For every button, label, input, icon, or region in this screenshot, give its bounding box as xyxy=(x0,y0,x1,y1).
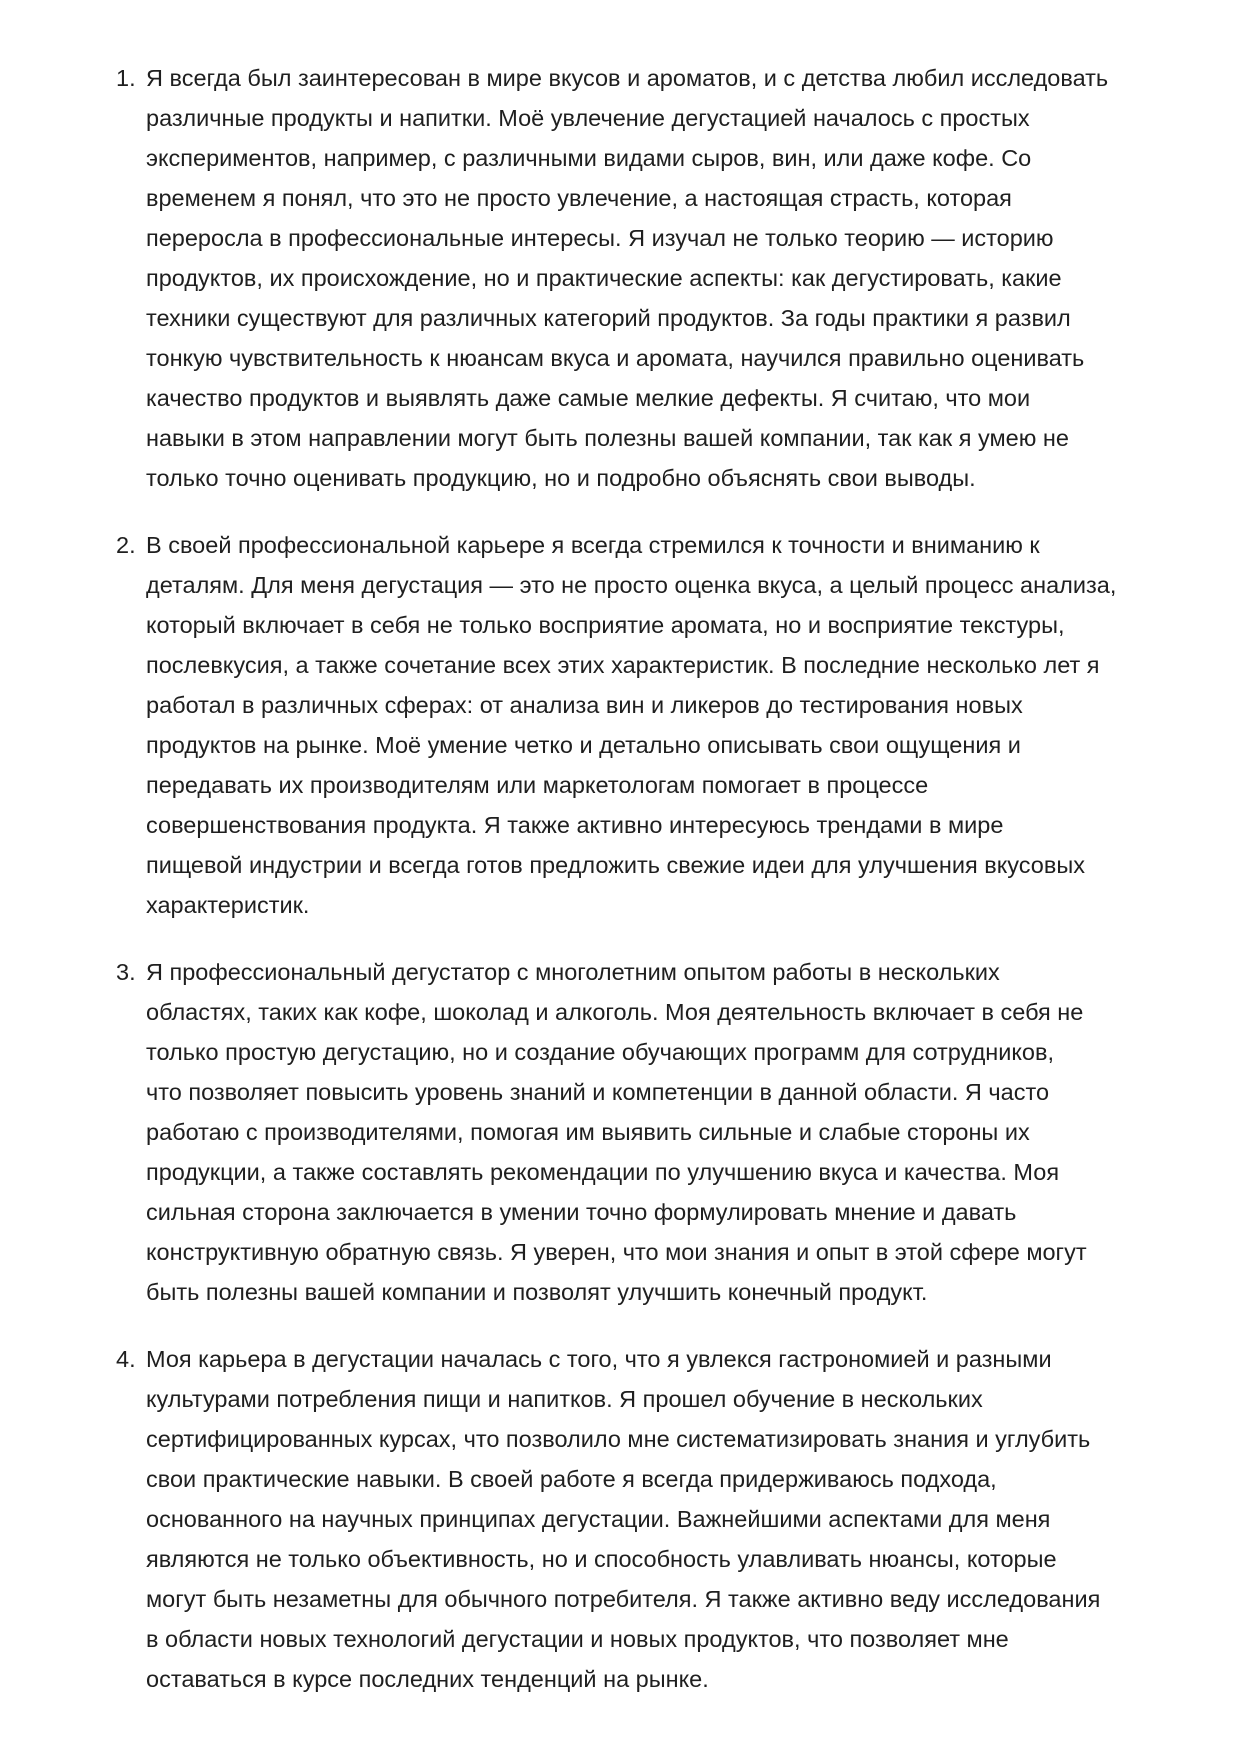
text-line: деталям. Для меня дегустация — это не просто оценка вкуса, а целый процесс анализа, xyxy=(146,572,1117,598)
list-item-text xyxy=(146,952,1166,1312)
text-line: быть полезны вашей компании и позволят улучшить конечный продукт. xyxy=(146,1279,928,1305)
list-item-number: 2. xyxy=(116,532,136,558)
list-item xyxy=(0,525,1239,925)
document-page xyxy=(0,58,1239,1726)
text-line: что позволяет повысить уровень знаний и компетенции в данной области. Я часто xyxy=(146,1079,1050,1105)
text-line: навыки в этом направлении могут быть полезны вашей компании, так как я умею не xyxy=(146,425,1069,451)
text-line: послевкусия, а также сочетание всех этих характеристик. В последние несколько лет я xyxy=(146,652,1100,678)
text-line: передавать их производителям или маркетологам помогает в процессе xyxy=(146,772,929,798)
text-line: продуктов, их происхождение, но и практические аспекты: как дегустировать, какие xyxy=(146,265,1062,291)
text-line: продуктов на рынке. Моё умение четко и детально описывать свои ощущения и xyxy=(146,732,1021,758)
list-item-number: 1. xyxy=(116,65,136,91)
text-line: только точно оценивать продукцию, но и подробно объяснять свои выводы. xyxy=(146,465,976,491)
text-line: свои практические навыки. В своей работе я всегда придерживаюсь подхода, xyxy=(146,1466,997,1492)
text-line: оставаться в курсе последних тенденций на рынке. xyxy=(146,1666,709,1692)
list-item-number: 3. xyxy=(116,959,136,985)
text-line: областях, таких как кофе, шоколад и алкоголь. Моя деятельность включает в себя не xyxy=(146,999,1084,1025)
list-item xyxy=(0,1339,1239,1699)
text-line: В своей профессиональной карьере я всегда стремился к точности и вниманию к xyxy=(146,532,1040,558)
text-line: Моя карьера в дегустации началась с того, что я увлекся гастрономией и разными xyxy=(146,1346,1052,1372)
text-line: только простую дегустацию, но и создание обучающих программ для сотрудников, xyxy=(146,1039,1055,1065)
list-item-number: 4. xyxy=(116,1346,136,1372)
text-line: конструктивную обратную связь. Я уверен, что мои знания и опыт в этой сфере могут xyxy=(146,1239,1087,1265)
text-line: Я профессиональный дегустатор с многолетним опытом работы в нескольких xyxy=(146,959,1000,985)
text-line: пищевой индустрии и всегда готов предложить свежие идеи для улучшения вкусовых xyxy=(146,852,1085,878)
text-line: сильная сторона заключается в умении точно формулировать мнение и давать xyxy=(146,1199,1017,1225)
text-line: могут быть незаметны для обычного потребителя. Я также активно веду исследования xyxy=(146,1586,1101,1612)
list-item-text xyxy=(146,1339,1166,1699)
list-item xyxy=(0,58,1239,498)
text-line: совершенствования продукта. Я также активно интересуюсь трендами в мире xyxy=(146,812,1004,838)
text-line: Я всегда был заинтересован в мире вкусов и ароматов, и с детства любил исследовать xyxy=(146,65,1109,91)
text-line: основанного на научных принципах дегустации. Важнейшими аспектами для меня xyxy=(146,1506,1051,1532)
numbered-list xyxy=(0,58,1239,1699)
list-item-text xyxy=(146,525,1166,925)
text-line: который включает в себя не только восприятие аромата, но и восприятие текстуры, xyxy=(146,612,1065,638)
text-line: техники существуют для различных категорий продуктов. За годы практики я развил xyxy=(146,305,1071,331)
text-line: культурами потребления пищи и напитков. Я прошел обучение в нескольких xyxy=(146,1386,983,1412)
text-line: тонкую чувствительность к нюансам вкуса и аромата, научился правильно оценивать xyxy=(146,345,1085,371)
text-line: временем я понял, что это не просто увлечение, а настоящая страсть, которая xyxy=(146,185,1012,211)
list-item xyxy=(0,952,1239,1312)
text-line: характеристик. xyxy=(146,892,310,918)
text-line: в области новых технологий дегустации и новых продуктов, что позволяет мне xyxy=(146,1626,1009,1652)
text-line: работаю с производителями, помогая им выявить сильные и слабые стороны их xyxy=(146,1119,1030,1145)
text-line: работал в различных сферах: от анализа вин и ликеров до тестирования новых xyxy=(146,692,1023,718)
text-line: сертифицированных курсах, что позволило мне систематизировать знания и углубить xyxy=(146,1426,1091,1452)
text-line: переросла в профессиональные интересы. Я изучал не только теорию — историю xyxy=(146,225,1054,251)
text-line: являются не только объективность, но и способность улавливать нюансы, которые xyxy=(146,1546,1057,1572)
text-line: продукции, а также составлять рекомендации по улучшению вкуса и качества. Моя xyxy=(146,1159,1060,1185)
list-item-text xyxy=(146,58,1166,498)
text-line: различные продукты и напитки. Моё увлечение дегустацией началось с простых xyxy=(146,105,1030,131)
text-line: экспериментов, например, с различными видами сыров, вин, или даже кофе. Со xyxy=(146,145,1032,171)
text-line: качество продуктов и выявлять даже самые мелкие дефекты. Я считаю, что мои xyxy=(146,385,1031,411)
